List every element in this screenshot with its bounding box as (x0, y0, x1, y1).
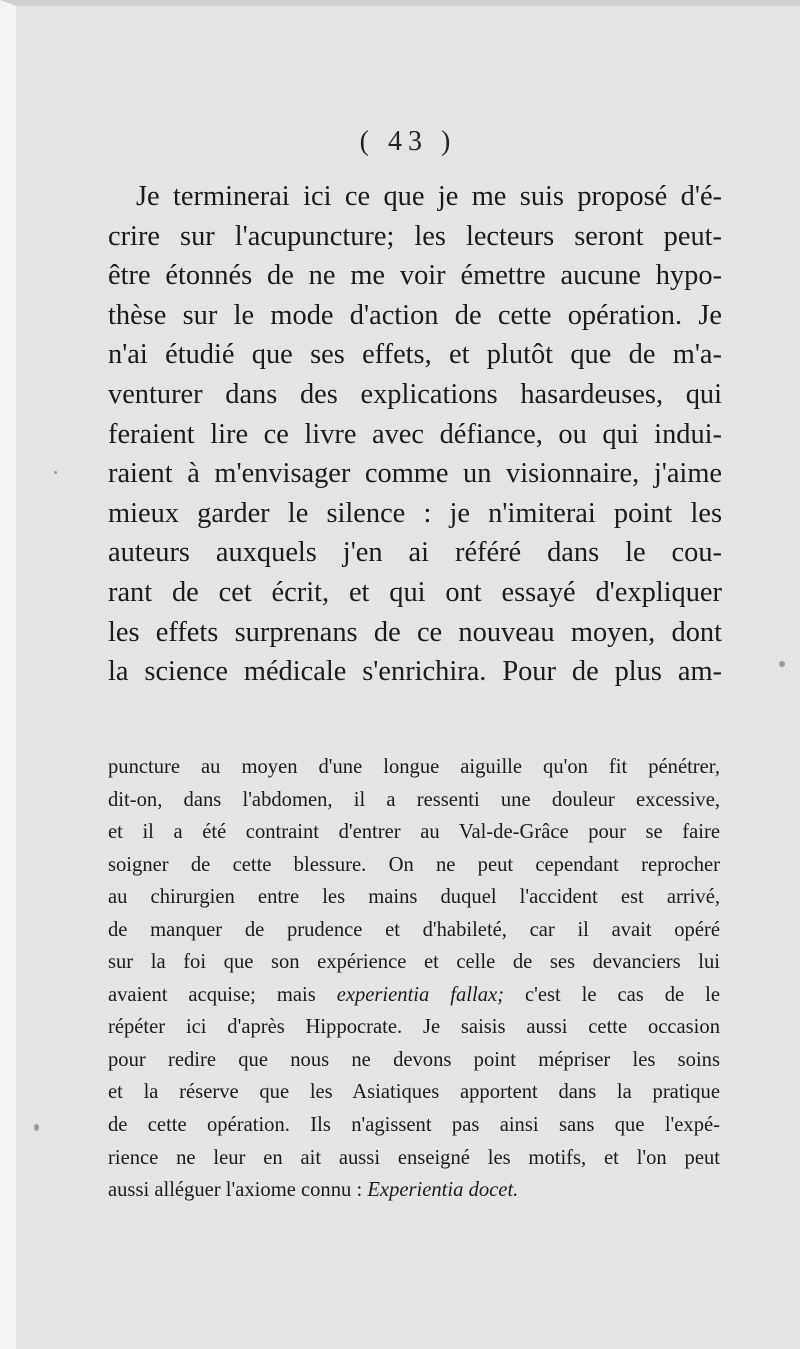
main-text-line: thèse sur le mode d'action de cette opération. Je (108, 299, 722, 331)
footnote-line: pour redire que nous ne devons point mépriser les soins (108, 1048, 720, 1071)
footnote-line: de cette opération. Ils n'agissent pas ainsi sans que l'expé- (108, 1114, 720, 1137)
footnote-line: dit-on, dans l'abdomen, il a ressenti une douleur excessive, (108, 788, 720, 811)
main-text-line: la science médicale s'enrichira. Pour de plus am- (108, 656, 722, 688)
footnote-line (108, 1174, 720, 1207)
footnote-line: répéter ici d'après Hippocrate. Je saisis aussi cette occasion (108, 1016, 720, 1039)
main-text-line: crire sur l'acupuncture; les lecteurs seront peut- (108, 220, 722, 252)
main-text-line: rant de cet écrit, et qui ont essayé d'expliquer (108, 576, 722, 608)
footnote (108, 751, 720, 1207)
footnote-latin-phrase: Experientia docet. (367, 1179, 519, 1202)
main-text-line: auteurs auxquels j'en ai référé dans le cou- (108, 537, 722, 569)
footnote-text: avaient acquise; mais (108, 983, 337, 1006)
main-text-line: Je terminerai ici ce que je me suis proposé d'é- (136, 181, 722, 212)
main-text-line: les effets surprenans de ce nouveau moyen, dont (108, 616, 722, 648)
main-paragraph (108, 177, 722, 692)
main-text-line: n'ai étudié que ses effets, et plutôt que de m'a- (108, 339, 722, 371)
main-text-line: feraient lire ce livre avec défiance, ou qui indui- (108, 418, 722, 450)
footnote-line: sur la foi que son expérience et celle de ses devanciers lui (108, 951, 720, 974)
footnote-latin-phrase: experientia fallax; (336, 983, 505, 1006)
footnote-line: soigner de cette blessure. On ne peut cependant reprocher (108, 853, 720, 876)
main-text-line: être étonnés de ne me voir émettre aucune hypo- (108, 260, 722, 292)
footnote-line (108, 979, 720, 1012)
page-number: ( 43 ) (359, 126, 457, 157)
footnote-text: c'est le cas de le (504, 983, 720, 1006)
main-text-line: mieux garder le silence : je n'imiterai point les (108, 497, 722, 529)
main-text-line: raient à m'envisager comme un visionnaire, j'aime (108, 458, 722, 490)
footnote-line: et la réserve que les Asiatiques apportent dans la pratique (108, 1081, 720, 1104)
footnote-line: puncture au moyen d'une longue aiguille qu'on fit pénétrer, (108, 756, 720, 778)
main-text-line: venturer dans des explications hasardeuses, qui (108, 378, 722, 410)
footnote-line: rience ne leur en ait aussi enseigné les motifs, et l'on peut (108, 1146, 720, 1169)
footnote-line: de manquer de prudence et d'habileté, car il avait opéré (108, 918, 720, 941)
footnote-text: aussi alléguer l'axiome connu : (108, 1179, 368, 1202)
footnote-line: au chirurgien entre les mains duquel l'accident est arrivé, (108, 886, 720, 909)
footnote-line: et il a été contraint d'entrer au Val-de-Grâce pour se faire (108, 821, 720, 844)
